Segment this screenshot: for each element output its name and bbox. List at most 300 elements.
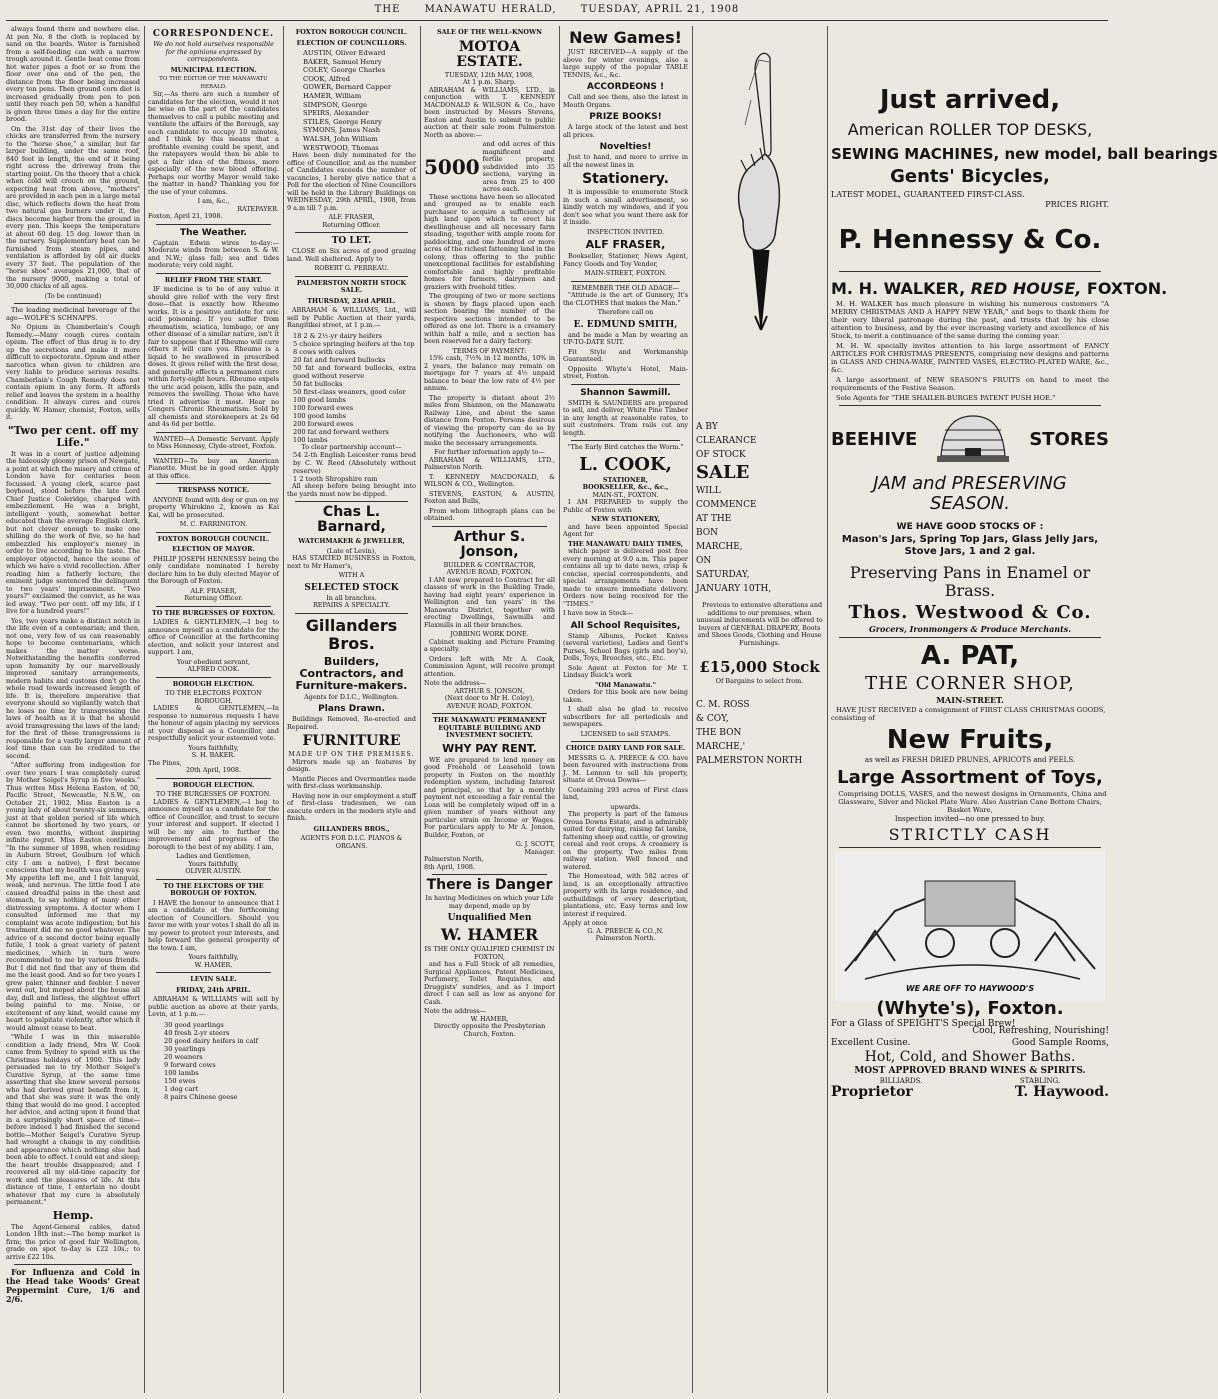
ad-text: Orders for this book are now being taken.	[563, 688, 688, 704]
column-5	[563, 26, 688, 1395]
article-paragraph: No Opium in Chamberlain's Cough Remedy.—Many cough cures contain opium. The effect of this drug is to dry up the secretions and make it more difficult to expectorate. Opium and other narcotics when given to children are very liable to produce serious results. Chamberlain's Cough Remedy does not contain opium in any form. It affords relief and leaves the system in a healthy condition. It always cures and cures quickly. W. Hamer, chemist, Foxton, sells it.	[6, 323, 140, 421]
classified-ad: WANTED—A Domestic Servant. Apply to Miss Hennessy, Clyde-street, Foxton.	[148, 434, 279, 450]
ad-sign: Yours faithfully,	[188, 859, 239, 868]
classified-ad: WANTED—To buy an American Pianette. Must be in good order. Apply at this office.	[148, 456, 279, 480]
business-trade: STATIONER,	[602, 475, 649, 484]
business-name: P. Hennessy & Co.	[838, 224, 1102, 255]
ad-text: Buildings Removed, Re-erected and Repaired.	[287, 715, 416, 731]
ad-text: SATURDAY,	[696, 570, 750, 580]
ad-text: upwards.	[610, 802, 641, 811]
list-item: 20 weaners	[164, 1052, 203, 1061]
ad-text: A BY	[696, 422, 718, 432]
ad-text: WILL	[696, 486, 721, 496]
ad-sign: T. Haywood.	[1014, 1084, 1109, 1100]
ad-text: BON	[696, 528, 719, 538]
business-name: L. COOK,	[579, 453, 672, 475]
ad-heading: £15,000 Stock	[699, 658, 820, 676]
ad-text: ON	[696, 556, 712, 566]
list-item: HAMER, William	[303, 91, 362, 100]
business-trade: Grocers, Ironmongers & Produce Merchants.	[868, 624, 1072, 634]
masthead-right: TUESDAY, APRIL 21, 1908	[580, 4, 740, 15]
ad-text: Have been duly nominated for the office of Councillor, and as the number of Candidates exceeds the number of vacancies, I hereby give notice that a Poll for the election of Nine Councillors will be held in the Library Buildings on WEDNESDAY, 29th APRIL, 1908, from 9 a.m till 7 p.m.	[287, 151, 416, 212]
divider	[571, 384, 680, 385]
ad-text: BILLIARDS.	[879, 1076, 923, 1085]
ad-text: Mason's Jars, Spring Top Jars, Glass Jelly Jars, Stove Jars, 1 and 2 gal.	[841, 534, 1099, 557]
ad-text: IS THE ONLY QUALIFIED CHEMIST IN FOXTON,	[424, 945, 555, 961]
list-item: 100 forward ewes	[293, 403, 354, 412]
list-item: SIMPSON, George	[303, 100, 368, 109]
illustration-banner: WE ARE OFF TO HAYWOOD'S	[905, 984, 1035, 993]
ad-time: At 1 p.m. Sharp.	[463, 78, 516, 86]
article-paragraph: The leading medicinal beverage of the age—WOLFE'S SCHNAPPS.	[6, 306, 140, 322]
section-heading: The Weather.	[180, 227, 247, 238]
divider	[571, 440, 680, 441]
list-item: 100 good lambs	[293, 411, 347, 420]
list-item: SYMONS, James Nash	[303, 126, 381, 135]
ad-heading: WHY PAY RENT.	[442, 741, 537, 755]
ad-text: INSPECTION INVITED.	[586, 227, 665, 236]
column-divider	[283, 26, 284, 1393]
divider	[156, 224, 271, 225]
column-divider	[559, 26, 560, 1393]
ad-heading: THE CORNER SHOP,	[865, 672, 1075, 694]
weather-text: Captain Edwin wires to-day:—Moderate winds from between S. & W. and N.W.; glass fall; sea and tides moderate; very cold night.	[148, 238, 279, 269]
divider	[156, 606, 271, 607]
ad-heading: BEEHIVE	[831, 428, 918, 450]
business-address: MAIN-STREET.	[936, 694, 1004, 705]
ad-text: The property is distant about 2½ miles from Shannon, on the Manawatu Railway Line, and about the same distance from Foxton. Persons desirous of viewing the property can do so by notifying the Auctioneers, who will make the necessary arrangements.	[424, 393, 555, 447]
ad-sign: S. H. BAKER.	[191, 751, 236, 759]
ad-text: COMMENCE	[696, 500, 757, 510]
ad-text: I AM now prepared to Contract for all classes of work in the Building Trade, having had eight years' experience in Wellington and ten years' in the Manawatu District, together with erecting Dwellings, Sawmills and Flaxmills in all their branches.	[424, 575, 555, 629]
pointing-hand-icon	[725, 30, 795, 360]
ad-date: The Pines,	[148, 758, 182, 767]
business-name: (Whyte's), Foxton.	[876, 997, 1064, 1019]
list-item: BAKER, Samuel Henry	[303, 57, 382, 66]
ad-text: It is impossible to enumerate Stock in such a small advertisement, so kindly watch my windows, and if you don't see what you want there ask for it inside.	[563, 188, 688, 226]
ad-text: Therefore call on	[597, 308, 654, 316]
ad-text: These sections have been so allocated and grouped as to enable each purchaser to acquire a sufficiency of high land upon which to erect his dwellinghouse and all necessary farm steading, together with ample room for paddocking, and one hundred or more acres of the richest fattening land in the colony, thus offering to the public unexceptional facilities for establishing comfortable and highly profitable homes for farmers, dairymen and graziers with freehold titles.	[424, 192, 555, 291]
article-heading: "Two per cent. off my Life."	[7, 423, 139, 449]
masthead-left: THE	[374, 4, 401, 15]
ad-heading: PRIZE BOOKS!	[589, 112, 662, 122]
masthead	[0, 4, 1114, 15]
ad-sign: G. J. SCOTT,	[515, 840, 555, 848]
ad-text: CLOSE on Six acres of good grazing land. Well sheltered. Apply to	[287, 247, 416, 263]
column-4	[424, 26, 555, 1395]
divider	[156, 454, 271, 455]
acres-block	[424, 141, 555, 194]
list-item: 8 cows with calves	[293, 347, 356, 356]
article-paragraph: It was in a court of justice adjoining the hideously gloomy prison of Newgate, a point at which the misery and crime of London have for centuries been focussed. A young clerk, scarce past boyhood, stood before the late Lord Chief Justice Coleridge, charged with embezzlement. He was a bright, intelligent youth, somewhat better educated than the average English clerk, but not clever enough to make one shilling do the work of five, so he had embezzled his employer's money in order to live according to his taste. The employer objected, hence the scene of which we have a vivid recollection. After reading him a fatherly lecture, the eminent judge sentenced the delinquent to two years' imprisonment. "Two years?" exclaimed the convict, as he was led away. "Two per cent. off my life, if I live for a hundred years!"	[6, 449, 140, 615]
list-item: STILES, George Henry	[303, 117, 382, 126]
ad-heading: There is Danger	[426, 877, 553, 893]
ad-text: Of Bargains to select from.	[715, 677, 804, 685]
business-name: A. PAT,	[920, 640, 1020, 671]
ad-addressee: TO THE ELECTORS FOXTON BOROUGH.	[165, 689, 262, 705]
ad-heading: Hot, Cold, and Shower Baths.	[864, 1049, 1076, 1065]
ad-text: LADIES & GENTLEMEN,—I beg to announce myself as a candidate for the office of Councillor at the forthcoming election, and solicit your interest and support. I am,	[148, 618, 279, 656]
letter-addressee: TO THE EDITOR OF THE MANAWATU HERALD.	[159, 76, 268, 90]
list-item: 1 dog cart	[164, 1084, 199, 1093]
ad-heading: ELECTION OF COUNCILLORS.	[296, 38, 407, 47]
ad-text: "Attitude is the art of Gunnery, It's the CLOTHES that makes the Man."	[563, 291, 688, 307]
ad-heading: TO THE ELECTORS OF THE BOROUGH OF FOXTON.	[163, 881, 264, 897]
ad-text: T. KENNEDY MACDONALD, & WILSON & CO., Wellington.	[424, 472, 555, 488]
divider	[156, 483, 271, 484]
ad-text: The Homestead, with 582 acres of land, is an exceptionally attractive property with its large residence, and outbuildings of every description, plantations, etc. Easy terms and low interest if required.	[563, 872, 688, 918]
ad-text: LATEST MODEL, GUARANTEED FIRST-CLASS.	[831, 190, 1025, 199]
ad-text: M. H. WALKER has much pleasure in wishing his numerous customers "A MERRY CHRISTMAS AND A HAPPY NEW YEAR," and begs to thank them for their very liberal patronage during the past, and trusts that by his close attention to business, and by the ever increasing variety and excellence of his Stock, to merit a continuance of the same during the coming year.	[831, 299, 1109, 340]
business-address: MAIN-ST., FOXTON.	[592, 490, 659, 499]
acres-number: 5000	[424, 155, 480, 180]
list-item: COLEY, George Charles	[303, 66, 386, 75]
business-name	[831, 278, 1168, 298]
list-item: 1 2 tooth Shropshire ram	[293, 475, 378, 484]
list-item: SPEIRS, Alexander	[303, 109, 369, 118]
ad-heading: New Games!	[569, 28, 682, 47]
ad-line	[831, 1084, 1109, 1100]
list-item: 30 yearlings	[164, 1044, 206, 1053]
ad-sign: ALF. FRASER,	[190, 586, 237, 595]
ad-sign: Returning Officer.	[322, 220, 381, 229]
ad-sign: Palmerston North.	[595, 934, 656, 942]
ad-heading: NEW STATIONERY,	[591, 515, 660, 523]
business-name: E. EDMUND SMITH,	[573, 319, 678, 330]
ad-text: Agents for D.I.C., Wellington.	[304, 692, 399, 701]
ad-text: REPAIRS A SPECIALTY.	[313, 601, 390, 610]
ad-heading: FRIDAY, 24th APRIL.	[176, 985, 251, 994]
ad-line: American ROLLER TOP DESKS,	[847, 120, 1093, 139]
list-item: 9 forward cows	[164, 1060, 216, 1069]
ad-text: M. H. W. specially invites attention to his large assortment of FANCY ARTICLES FOR CHRISTMAS PRESENTS, comprising new designs and patterns in GLASS AND CHINA-WARE, PAINTED VASES, ELECTRO-PLATED WARE, &c., &c.	[831, 341, 1109, 374]
divider	[571, 741, 680, 742]
business-trade: BOOKSELLER, &c., &c.,	[582, 483, 669, 491]
ad-sign: W. HAMER.	[194, 960, 233, 969]
list-item: 54 2-th English Leicester rams bred by C. W. Reed (Absolutely without reserve)	[293, 451, 416, 476]
ad-text: Proprietor	[831, 1084, 913, 1100]
ad-text: To clear partnership account—	[301, 442, 402, 451]
divider	[14, 1264, 132, 1265]
ad-sign: MARCHE,'	[696, 742, 746, 752]
list-item: 100 lambs	[293, 435, 328, 444]
ad-heading: STRICTLY CASH	[888, 825, 1052, 844]
ad-sign: ALFRED COOK.	[187, 665, 240, 673]
ad-heading: REMEMBER THE OLD ADAGE—	[571, 283, 680, 292]
ad-text: MARCHE,	[696, 542, 743, 552]
ad-text: A large assortment of NEW SEASON'S FRUITS on hand to meet the requirements of the Festive Season.	[831, 375, 1109, 392]
divider	[156, 972, 271, 973]
ad-heading: All School Requisites,	[570, 620, 681, 631]
list-item: WESTWOOD, Thomas	[303, 143, 379, 152]
coaching-scene-illustration	[835, 851, 1105, 1001]
article-paragraph: "While I was in this miserable condition a lady friend, Mrs W. Cook came from Sydney to spend with us the Christmas holidays of 1900. This lady persuaded me to try Mother Seigel's Curative Syrup, at the same time asserting that she knew several persons who had derived great benefit from it, and that she was sure it was the only thing that would do me good. I accepted her advice, and acting upon it found that in a surprisingly short space of time—before indeed I had finished the second bottle—Mother Seigel's Curative Syrup had wrought a change in my condition and appearance which nothing else had been able to effect. I could eat and sleep; the heart trouble disappeared; and I recovered all my old-time capacity for work and the pleasures of life. At this distance of time, I entertain no doubt whatever that my cure is absolutely permanent."	[6, 1033, 140, 1206]
ad-text: AGENTS FOR D.I.C. PIANOS & ORGANS.	[300, 834, 403, 850]
ad-heading: Plans Drawn.	[318, 704, 385, 715]
ad-sign: M. C. FARRINGTON.	[179, 520, 248, 528]
article-paragraph: Yes, two years make a distinct notch in the life even of a centenarian; and then, not one, very few of us can reasonably hope to become centenarians, which makes the matter worse. Notwithstanding the benefits conferred upon humanity by our marvellously improved sanitary arrangements, modern habits and customs don't go the whole road towards increased length of life. It is, therefore imperative that everyone should so vigilantly watch that he loses no time by transgressing the laws of health as it is that he should avoid transgressing the laws of the land; for the first of these transgressions is responsible for a vastly larger amount of lost time than can be credited to the second.	[6, 616, 140, 760]
letter-sign: I am, &c.,	[197, 197, 230, 205]
ad-text: HAVE JUST RECEIVED a consignment of FIRST CLASS CHRISTMAS GOODS, consisting of	[831, 706, 1106, 722]
ad-text: AT THE	[696, 514, 732, 524]
divider	[839, 271, 1101, 272]
list-item: 18 2 & 2½-yr dairy heifers	[293, 331, 382, 340]
divider	[432, 874, 547, 875]
ad-text: Mantle Pieces and Overmantles made with first-class workmanship.	[287, 774, 416, 791]
ad-text: OF STOCK	[696, 450, 746, 460]
article-paragraph: On the 31st day of their lives the chicks are transferred from the nursery to the "horse shoe," a similar, but far larger building, under the same roof, 840 feet in length, the end of it being right across the driveway from the starting point. On the theory that a chick when cold will crouch on the ground, expecting heat from above, "mothers" are provided in each pen in a large metal disc, which reflects down the heat from two natural gas burners under it, the discs become higher from the ground in every pen. This keeps the temperature at about 60 deg. 15 deg. lower than in the nursery. Supplementary heat can be furnished from steam pipes, and ventilation is afforded by old air ducks every 37 feet. The population of the "horse shoe" averages 21,000, that of the nursery 9000, making a total of 30,000 chicks of all ages.	[6, 124, 140, 290]
divider	[295, 501, 408, 502]
ad-text: Having now in our employment a staff of first-class tradesmen, we can execute orders in the modern style and finish.	[287, 791, 417, 823]
ad-text: WITH A	[338, 571, 365, 580]
ad-text: LADIES & GENTLEMEN,—I beg to announce myself as a candidate for the office of Councillor, and trust to secure your interest and support. If elected I will be my aim to further the improvement and progress of the borough to the best of my ability. I am,	[148, 797, 279, 851]
sale-list	[287, 332, 416, 444]
article-heading: Hemp.	[52, 1208, 94, 1222]
ad-line	[831, 1037, 1109, 1048]
ad-heading: CHOICE DAIRY LAND FOR SALE.	[565, 744, 686, 752]
ad-text: From whom lithograph plans can be obtained.	[424, 506, 555, 522]
ad-text: I shall also be glad to receive subscribers for all periodicals and newspapers.	[563, 705, 688, 728]
sale-heading: SALE	[696, 462, 750, 483]
ad-sign: Yours faithfully,	[188, 953, 239, 961]
beehive-banner	[831, 412, 1109, 468]
ad-addressee: TO THE BURGESSES OF FOXTON.	[156, 790, 271, 798]
ad-text: IF medicine is to be of any value it should give relief with the very first dose—that is exactly how Rheumo works. It is a positive antidote for uric acid poisoning. If you suffer from rheumatism, sciatica, lumbago, or any other disease of a similar nature, isn't it fair to suppose that if Rheumo will cure others it will cure you. Rheumo is a liquid to be swallowed in prescribed doses. It gives relief with the first dose, and generally effects a permanent cure within forty-eight hours. Rheumo expels the uric acid poison, kills the pain, and removes the swelling. Those who have tried it advertise it most. Hear no Congers Chronic Rheumatism. Sold by all chemists and storekeepers at 2s 6d and 4s 6d per bottle.	[148, 285, 279, 428]
divider	[432, 526, 547, 527]
ad-heading: MOST APPROVED BRAND WINES & SPIRITS.	[854, 1066, 1086, 1076]
ad-heading: SELECTED STOCK	[304, 582, 399, 593]
ad-text: Comprising DOLLS, VASES, and the newest designs in Ornaments, China and Glassware, Silver and Nickel Plate Ware. Also Austrian Cane Bottom Chairs, Basket Ware,	[838, 789, 1107, 814]
list-item: 20 fat and forward bullocks	[293, 355, 386, 364]
business-address: AVENUE ROAD, FOXTON.	[446, 568, 533, 576]
divider	[839, 637, 1101, 638]
ad-heading: THURSDAY, 23rd APRIL.	[307, 296, 396, 305]
ad-text: STABLING.	[1019, 1076, 1061, 1085]
ad-text: CLEARANCE	[696, 436, 757, 446]
business-name: ALF FRASER,	[585, 238, 666, 251]
ad-text: Just to hand, and more to arrive in all the newest lines in	[563, 153, 688, 169]
ad-text: Opposite Whyte's Hotel, Main-street, Foxton.	[563, 364, 688, 380]
ad-text: I have now in Stock—	[563, 609, 634, 617]
ad-heading: Large Assortment of Toys,	[837, 766, 1103, 788]
column-1	[6, 26, 140, 1395]
list-item: 20 good dairy heifers in calf	[164, 1036, 259, 1045]
ad-text: which paper is delivered post free every morning at 9.0 a.m. This paper contains all up to date news, crisp & concise, special correspondents, and special arrangements have been made to ensure immediate delivery. Orders now being received for the "TIMES."	[563, 547, 688, 608]
ad-text: Inspection invited—no one pressed to buy.	[894, 814, 1046, 823]
candidate-list	[287, 49, 416, 152]
ad-text: JUST RECEIVED—A supply of the above for winter evenings, also a large supply of the popular TABLE TENNIS, &c., &c.	[563, 48, 688, 79]
divider	[295, 276, 408, 277]
ad-text: In having Medicines on which your Life may depend, made up by	[425, 894, 554, 910]
ad-line: Gents' Bicycles,	[890, 166, 1050, 187]
ad-text: PHILIP JOSEPH HENNESSY being the only candidate nominated I hereby declare him to be duly elected Mayor of the Borough of Foxton.	[148, 554, 279, 585]
ad-text: I HAVE the honour to announce that I am a candidate at the forthcoming election of Councillors. Should you favor me with your votes I shall do all in my power to protect your interests, and help forward the general prosperity of the town. I am,	[148, 898, 279, 952]
ad-sign: ROBERT G. PERREAU.	[314, 264, 389, 273]
divider	[839, 847, 1101, 848]
ad-sign: PALMERSTON NORTH	[696, 756, 803, 766]
divider	[14, 303, 132, 304]
ad-heading: THE MANAWATU DAILY TIMES,	[568, 539, 683, 548]
column-7	[831, 26, 1218, 1395]
list-item: 30 good yearlings	[164, 1020, 224, 1029]
ad-sign: Yours faithfully,	[188, 743, 239, 752]
list-item: 5 choice springing heifers at the top	[293, 339, 415, 348]
ad-text: Sole Agents for "THE SHAILER-BURGES PATENT PUSH HOE."	[836, 393, 1056, 402]
ad-subheading: TERMS OF PAYMENT:	[452, 346, 527, 355]
ad-heading: Novelties!	[599, 142, 652, 152]
ad-text: Cabinet making and Picture Framing a specialty.	[424, 637, 555, 653]
ad-text: WE HAVE GOOD STOCKS OF :	[896, 521, 1044, 532]
letter-text: Sir,—As there are such a number of candidates for the election, would it not be wise on the part of the candidates themselves to call a public meeting and ventilate the affairs of the Borough, say each candidate to occupy 10 minutes, and I think by this means that a profitable evening could be spent, and the ratepayers would then be able to get a fair idea of the fitness, more especially of the new blood offering. Perhaps our worthy Mayor would take the matter in hand? Thanking you for the use of your columns.	[148, 90, 279, 196]
business-trade: WATCHMAKER & JEWELLER,	[298, 537, 405, 546]
ad-date: Palmerston North,	[424, 855, 484, 863]
ad-text: Apply at once	[563, 919, 608, 927]
ad-sign: Manager.	[524, 847, 555, 856]
business-trade: BUILDER & CONTRACTOR,	[443, 560, 536, 569]
ad-text: The property is part of the famous Oroua Downs Estate, and is admirably suited for dairying, raising fat lambs, fattening sheep and cattle, or growing cereal and root crops. A creamery is on the property. Two miles from railway station. Well fenced and watered.	[563, 810, 688, 871]
ad-text: Orders left with Mr A. Cook, Commission Agent, will receive prompt attention.	[424, 654, 555, 678]
beehive-icon	[933, 412, 1013, 468]
section-heading: MUNICIPAL ELECTION.	[170, 65, 257, 74]
ad-heading: THE MANAWATU PERMANENT EQUITABLE BUILDING AND INVESTMENT SOCIETY.	[433, 716, 546, 739]
list-item: 50 fat and forward bullocks, extra good without reserve	[293, 363, 416, 380]
business-name-part: M. H. WALKER,	[831, 278, 966, 298]
ad-heading: FURNITURE	[302, 733, 401, 750]
editorial-note: We do not hold ourselves responsible for the opinions expressed by correspondents.	[153, 40, 274, 63]
ad-sign: OLIVER AUSTIN.	[185, 867, 242, 875]
ad-text: Note the address—	[424, 1007, 487, 1015]
divider	[571, 281, 680, 282]
ad-text: JOBBING WORK DONE.	[450, 630, 529, 638]
continued-note: (To be continued)	[44, 291, 102, 300]
ad-text: A large stock of the latest and best all prices.	[563, 123, 688, 139]
ad-text: For further information apply to—	[434, 448, 545, 456]
ad-text: and have been appointed Special Agent for	[563, 522, 688, 538]
column-3	[287, 26, 416, 1395]
ad-heading: ELECTION OF MAYOR.	[172, 545, 255, 553]
column-divider	[827, 26, 828, 1393]
ad-heading: STORES	[1029, 428, 1109, 450]
ad-text: MESSRS G. A. PREECE & CO. have been favoured with instructions from J. M. Lennon to sell his property, situate at Oroua Downs—	[563, 753, 688, 784]
ad-sign: Ladies and Gentlemen,	[176, 852, 251, 860]
divider	[156, 432, 271, 433]
ad-text: ABRAHAM & WILLIAMS, Ltd., will sell by Public Auction at their yards, Rangitikei street, at 1 p.m.—	[287, 306, 416, 330]
section-heading: CORRESPONDENCE.	[152, 29, 275, 39]
ad-heading: Preserving Pans in Enamel or Brass.	[849, 563, 1091, 600]
ad-heading: FOXTON BOROUGH COUNCIL.	[157, 534, 270, 543]
divider	[432, 713, 547, 714]
list-item: WALSH, John William	[303, 134, 378, 143]
ad-text: ANYONE found with dog or gun on my property Whirokino 2, known as Kai Kai, will be prosecuted.	[148, 495, 279, 519]
ad-text: SMITH & SAUNDERS are prepared to sell, and deliver, White Pine Timber in any length at reasonable rates, to suit customers. Tram rails cut any length.	[563, 398, 688, 437]
business-name: Gillanders Bros.	[305, 615, 398, 653]
list-item: 150 ewes	[164, 1076, 196, 1085]
list-item: 50 first-class weaners, good color	[293, 387, 406, 396]
divider	[156, 677, 271, 678]
business-name: Chas L. Barnard,	[317, 504, 386, 536]
list-item: COOK, Alfred	[303, 74, 350, 83]
ad-text: In all branches.	[326, 593, 377, 602]
ad-heading: Just arrived,	[879, 85, 1061, 115]
business-name-part: FOXTON.	[1086, 278, 1168, 298]
ad-text: Bookseller, Stationer, News Agent, Fancy Goods and Toy Vendor,	[563, 252, 688, 268]
ad-text: 15% cash, 7½% in 12 months, 10% in 2 years, the balance may remain on mortgage for 7 years at 4½ unpaid balance to bear the low rate of 4½ per annum.	[424, 354, 555, 392]
list-item: 40 fresh 2-yr steers	[164, 1028, 230, 1037]
ad-sign: (Next door to Mr H. Coley),	[444, 694, 535, 702]
list-item: 50 fat bullocks	[293, 379, 343, 388]
article-paragraph: The Agent-General cables, dated London 18th inst:—The hemp market is firm; the price of good fair Wellington, grade on spot to-day is £22 10s.; to arrive £22 10s.	[6, 1222, 140, 1261]
ad-heading: RELIEF FROM THE START.	[164, 275, 263, 284]
ad-text: WE are prepared to lend money on good Freehold or Leasehold town property in Foxton on the monthly redemption system, including Interest and principal, so that by a monthly payment not exceeding a fair rental the Loan will be completely wiped off in a given number of years without any particular strain on Income or Wages. For particulars apply to Mr A. Jonson, Builder, Foxton, or	[424, 755, 555, 839]
ad-text: Cool, Refreshing, Nourishing!	[972, 1026, 1109, 1036]
ad-text: and odd acres of this magnificent and fertile property, subdivided into 35 sections, varying in area from 25 to 400 acres each.	[482, 140, 555, 193]
ad-text: Containing 293 acres of First class land,	[563, 785, 688, 801]
ad-text: Mirrors made up an features by design.	[287, 757, 416, 774]
ad-heading: Stationery.	[582, 171, 669, 187]
divider	[156, 273, 271, 274]
masthead-center: MANAWATU HERALD,	[424, 4, 557, 15]
ad-text: Sole Agent at Foxton for Mr T. Lindsay Buick's work	[563, 663, 688, 679]
ad-text: LICENSED to sell STAMPS.	[580, 729, 671, 738]
business-name-part: RED HOUSE,	[970, 278, 1082, 298]
list-item: 100 good lambs	[293, 395, 347, 404]
ad-heading: MOTOA ESTATE.	[456, 38, 523, 70]
ad-text: as well as FRESH DRIED PRUNES, APRICOTS and PEELS.	[864, 756, 1076, 764]
ad-heading: Unqualified Men	[447, 913, 532, 923]
ad-text: MADE UP ON THE PREMISES.	[288, 750, 415, 759]
article-paragraph: always found there and nowhere else. At pen No. 8 the cloth is replaced by sand on the boards. Water is furnished from a self-feeding can with a narrow trough around it. Gentle heat come from hot water pipes a foot or so from the floor over one end of the pen, the distance from the floor being increased every ten pens. Then ground corn diet is increased gradually from pen to pen until they reach pen 50, when a handful is given three times a day for the entire brood.	[6, 25, 140, 123]
book-title: "Old Manawatu."	[595, 680, 656, 689]
ad-sign: THE BON	[696, 728, 742, 738]
business-address: MAIN-STREET, FOXTON.	[584, 269, 667, 277]
ad-text: Previous to extensive alterations and additions to our premises, when unusual inducements will be offered to buyers of GENERAL DRAPERY, Boots and Shoes Goods, Clothing and House Furnishings.	[696, 601, 823, 647]
article-paragraph: "After suffering from indigestion for over two years I was completely cured by Mother Seigel's Syrup in five weeks." Thus writes Miss Helena Easton, of 50, Pacific Street, Newcastle, N.S.W., on October 21, 1902. Miss Easton is a young lady of about twenty-six summers, just at that golden period of life which cannot be shortened by two years, or even two months, without inspiring infinite regret. Miss Easton continues: "In the summer of 1898, when residing in Auburn Street, Goulburn (of which city I am a native), I first became conscious that my health was giving way. My appetite left me, and I felt languid, weak, and nervous. The little food I ate caused dreadful pains in the chest and stomach, to say nothing of many other distressing symptoms. A doctor whom I consulted informed me that my complaint was acute indigestion; but his treatment did me no good whatever. The advice of a second doctor being equally futile, I took a great variety of patent medicines, which in turn were recommended to me by various friends. But I did not find that any of them did me the least good. And so for two years I grew paler, thinner and feebler. I never went out, but moped about the house all day, dull and listless, the slightest effort being painful to me. Noise, or excitement of any kind, would cause my heart to palpitate violently, after which it would almost cease to beat.	[6, 761, 140, 1032]
list-item: AUSTIN, Oliver Edward	[303, 49, 386, 57]
ad-heading: TRESPASS NOTICE.	[177, 486, 250, 494]
ad-heading: BOROUGH ELECTION.	[172, 780, 255, 789]
ad-sign: ALF. FRASER,	[328, 213, 375, 222]
ad-text: ABRAHAM & WILLIAMS, LTD., Palmerston North.	[424, 455, 555, 471]
ad-heading: LEVIN SALE.	[190, 975, 237, 983]
ad-text: Good Sample Rooms,	[1011, 1037, 1109, 1048]
sale-list	[287, 451, 416, 483]
ad-date: 8th April, 1908.	[424, 862, 475, 871]
business-name: Arthur S. Jonson,	[453, 528, 526, 560]
ad-heading: TO LET.	[331, 236, 372, 247]
ad-sign: Your obedient servant,	[176, 657, 251, 666]
ad-text: and has a Full Stock of all remedies, Surgical Appliances, Patent Medicines, Perfumery, Toilet Requisites, and Druggists' sundries, and as I import direct I can sell as low as anyone for Cash.	[424, 960, 555, 1006]
ad-sign: GILLANDERS BROS.,	[313, 824, 390, 833]
masthead-rule	[6, 20, 1108, 21]
ad-sign: & COY,	[696, 714, 729, 724]
ad-sign: Directly opposite the Presbyterian Church, Foxton.	[433, 1022, 546, 1038]
ad-sign: W. HAMER,	[470, 1014, 509, 1023]
ad-heading: New Fruits,	[886, 725, 1054, 755]
divider	[156, 532, 271, 533]
ad-text: The grouping of two or more sections is shown by flags placed upon each section bearing the number of the respective sections intended to be offered as one lot. There is a creamery within half a mile, and a section has been reserved for a dairy factory.	[424, 292, 555, 345]
list-item: GOWER, Bernard Capper	[303, 83, 392, 92]
column-2	[148, 26, 279, 1395]
spacer	[831, 26, 1109, 82]
letter-date: Foxton, April 21, 1908.	[148, 212, 223, 220]
article-paragraph: For Influenza and Cold in the Head take Woods' Great Peppermint Cure, 1/6 and 2/6.	[6, 1267, 140, 1304]
divider	[156, 879, 271, 880]
letter-sign: RATEPAYER.	[237, 204, 279, 213]
ad-heading: PALMERSTON NORTH STOCK SALE.	[296, 278, 407, 295]
list-item: 8 pairs Chinese geese	[164, 1092, 238, 1101]
column-divider	[420, 26, 421, 1393]
ad-text: HAS STARTED BUSINESS in Foxton, next to Mr Hamer's,	[287, 554, 416, 570]
